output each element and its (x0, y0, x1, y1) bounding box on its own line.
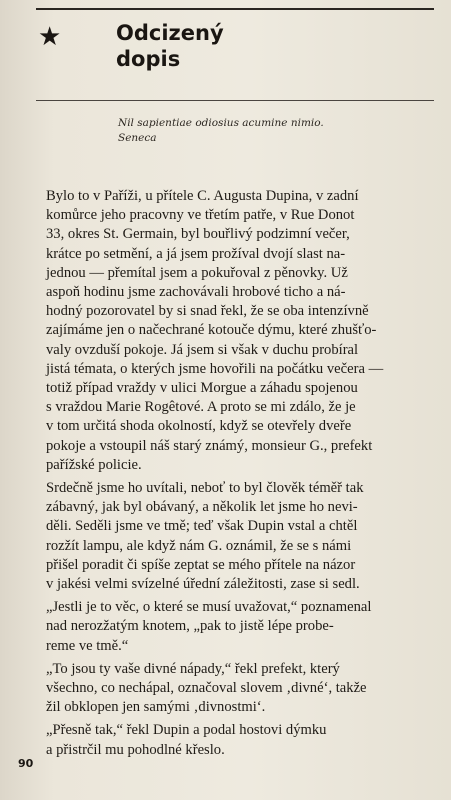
text-line: „Jestli je to věc, o které se musí uvažovat,“ poznamenal (46, 599, 372, 616)
text-line: hodný pozorovatel by si snad řekl, že se oba intenzívně (46, 303, 369, 320)
paragraph (46, 660, 434, 718)
body-text (46, 187, 434, 764)
text-line: jistá témata, o kterých jsme hovořili na počátku večera — (46, 360, 384, 377)
text-line: aspoň hodinu jsme zachovávali hrobové ticho a ná- (46, 284, 346, 301)
text-line: děli. Seděli jsme ve tmě; teď však Dupin vstal a chtěl (46, 518, 358, 535)
epigraph (118, 116, 324, 146)
text-line: totiž případ vraždy v ulici Morgue a záhadu spojenou (46, 380, 358, 397)
text-line: pokoje a vstoupil náš starý známý, monsieur G., prefekt (46, 437, 373, 454)
text-line: 33, okres St. Germain, byl bouřlivý podzimní večer, (46, 226, 350, 243)
text-line: Bylo to v Paříži, u přítele C. Augusta Dupina, v zadní (46, 188, 359, 204)
epigraph-quote: Nil sapientiae odiosius acumine nimio. (118, 117, 324, 129)
text-line: s vraždou Marie Rogêtové. A proto se mi zdálo, že je (46, 399, 356, 416)
text-line: jednou — přemítal jsem a pokuřoval z pěnovky. Už (46, 264, 348, 281)
text-line: a přistrčil mu pohodlné křeslo. (46, 741, 225, 758)
text-line: žil obklopen jen samými ‚divnostmi‘. (46, 699, 266, 716)
paragraph (46, 187, 434, 475)
chapter-title (116, 20, 224, 72)
title-rule (36, 100, 434, 101)
text-line: komůrce jeho pracovny ve třetím patře, v Rue Donot (46, 207, 355, 224)
chapter-title-line: Odcizený (116, 21, 224, 45)
text-line: přišel poradit či spíše zeptat se mého přítele na názor (46, 556, 356, 573)
paragraph (46, 721, 434, 759)
text-line: „Přesně tak,“ řekl Dupin a podal hostovi dýmku (46, 722, 327, 739)
text-line: v tom určitá shoda okolností, když se otevřely dveře (46, 418, 352, 435)
chapter-title-line: dopis (116, 47, 181, 71)
text-line: Srdečně jsme ho uvítali, neboť to byl člověk téměř tak (46, 480, 364, 497)
text-line: „To jsou ty vaše divné nápady,“ řekl prefekt, který (46, 660, 340, 677)
page-number: 90 (18, 757, 34, 770)
text-line: v jakési velmi svízelné úřední záležitosti, zase si sedl. (46, 576, 360, 593)
text-line: zajímáme jen o načechrané kotouče dýmu, které zhušťo- (46, 322, 377, 339)
paragraph (46, 479, 434, 594)
text-line: nad nerozžatým knotem, „pak to jistě lépe probe- (46, 618, 334, 635)
top-rule (36, 8, 434, 10)
star-icon: ★ (38, 22, 62, 52)
text-line: reme ve tmě.“ (46, 637, 129, 654)
epigraph-author: Seneca (118, 132, 157, 144)
text-line: rozžít lampu, ale když nám G. oznámil, že se s námi (46, 537, 352, 554)
text-line: zábavný, jak byl obávaný, a několik let jsme ho nevi- (46, 499, 358, 516)
text-line: všechno, co nechápal, označoval slovem ‚divné‘, takže (46, 680, 367, 697)
text-line: pařížské policie. (46, 456, 142, 473)
text-line: krátce po setmění, a já jsem prožíval dvojí slast na- (46, 245, 346, 262)
text-line: valy ovzduší pokoje. Já jsem si však v duchu probíral (46, 341, 359, 358)
paragraph (46, 598, 434, 656)
